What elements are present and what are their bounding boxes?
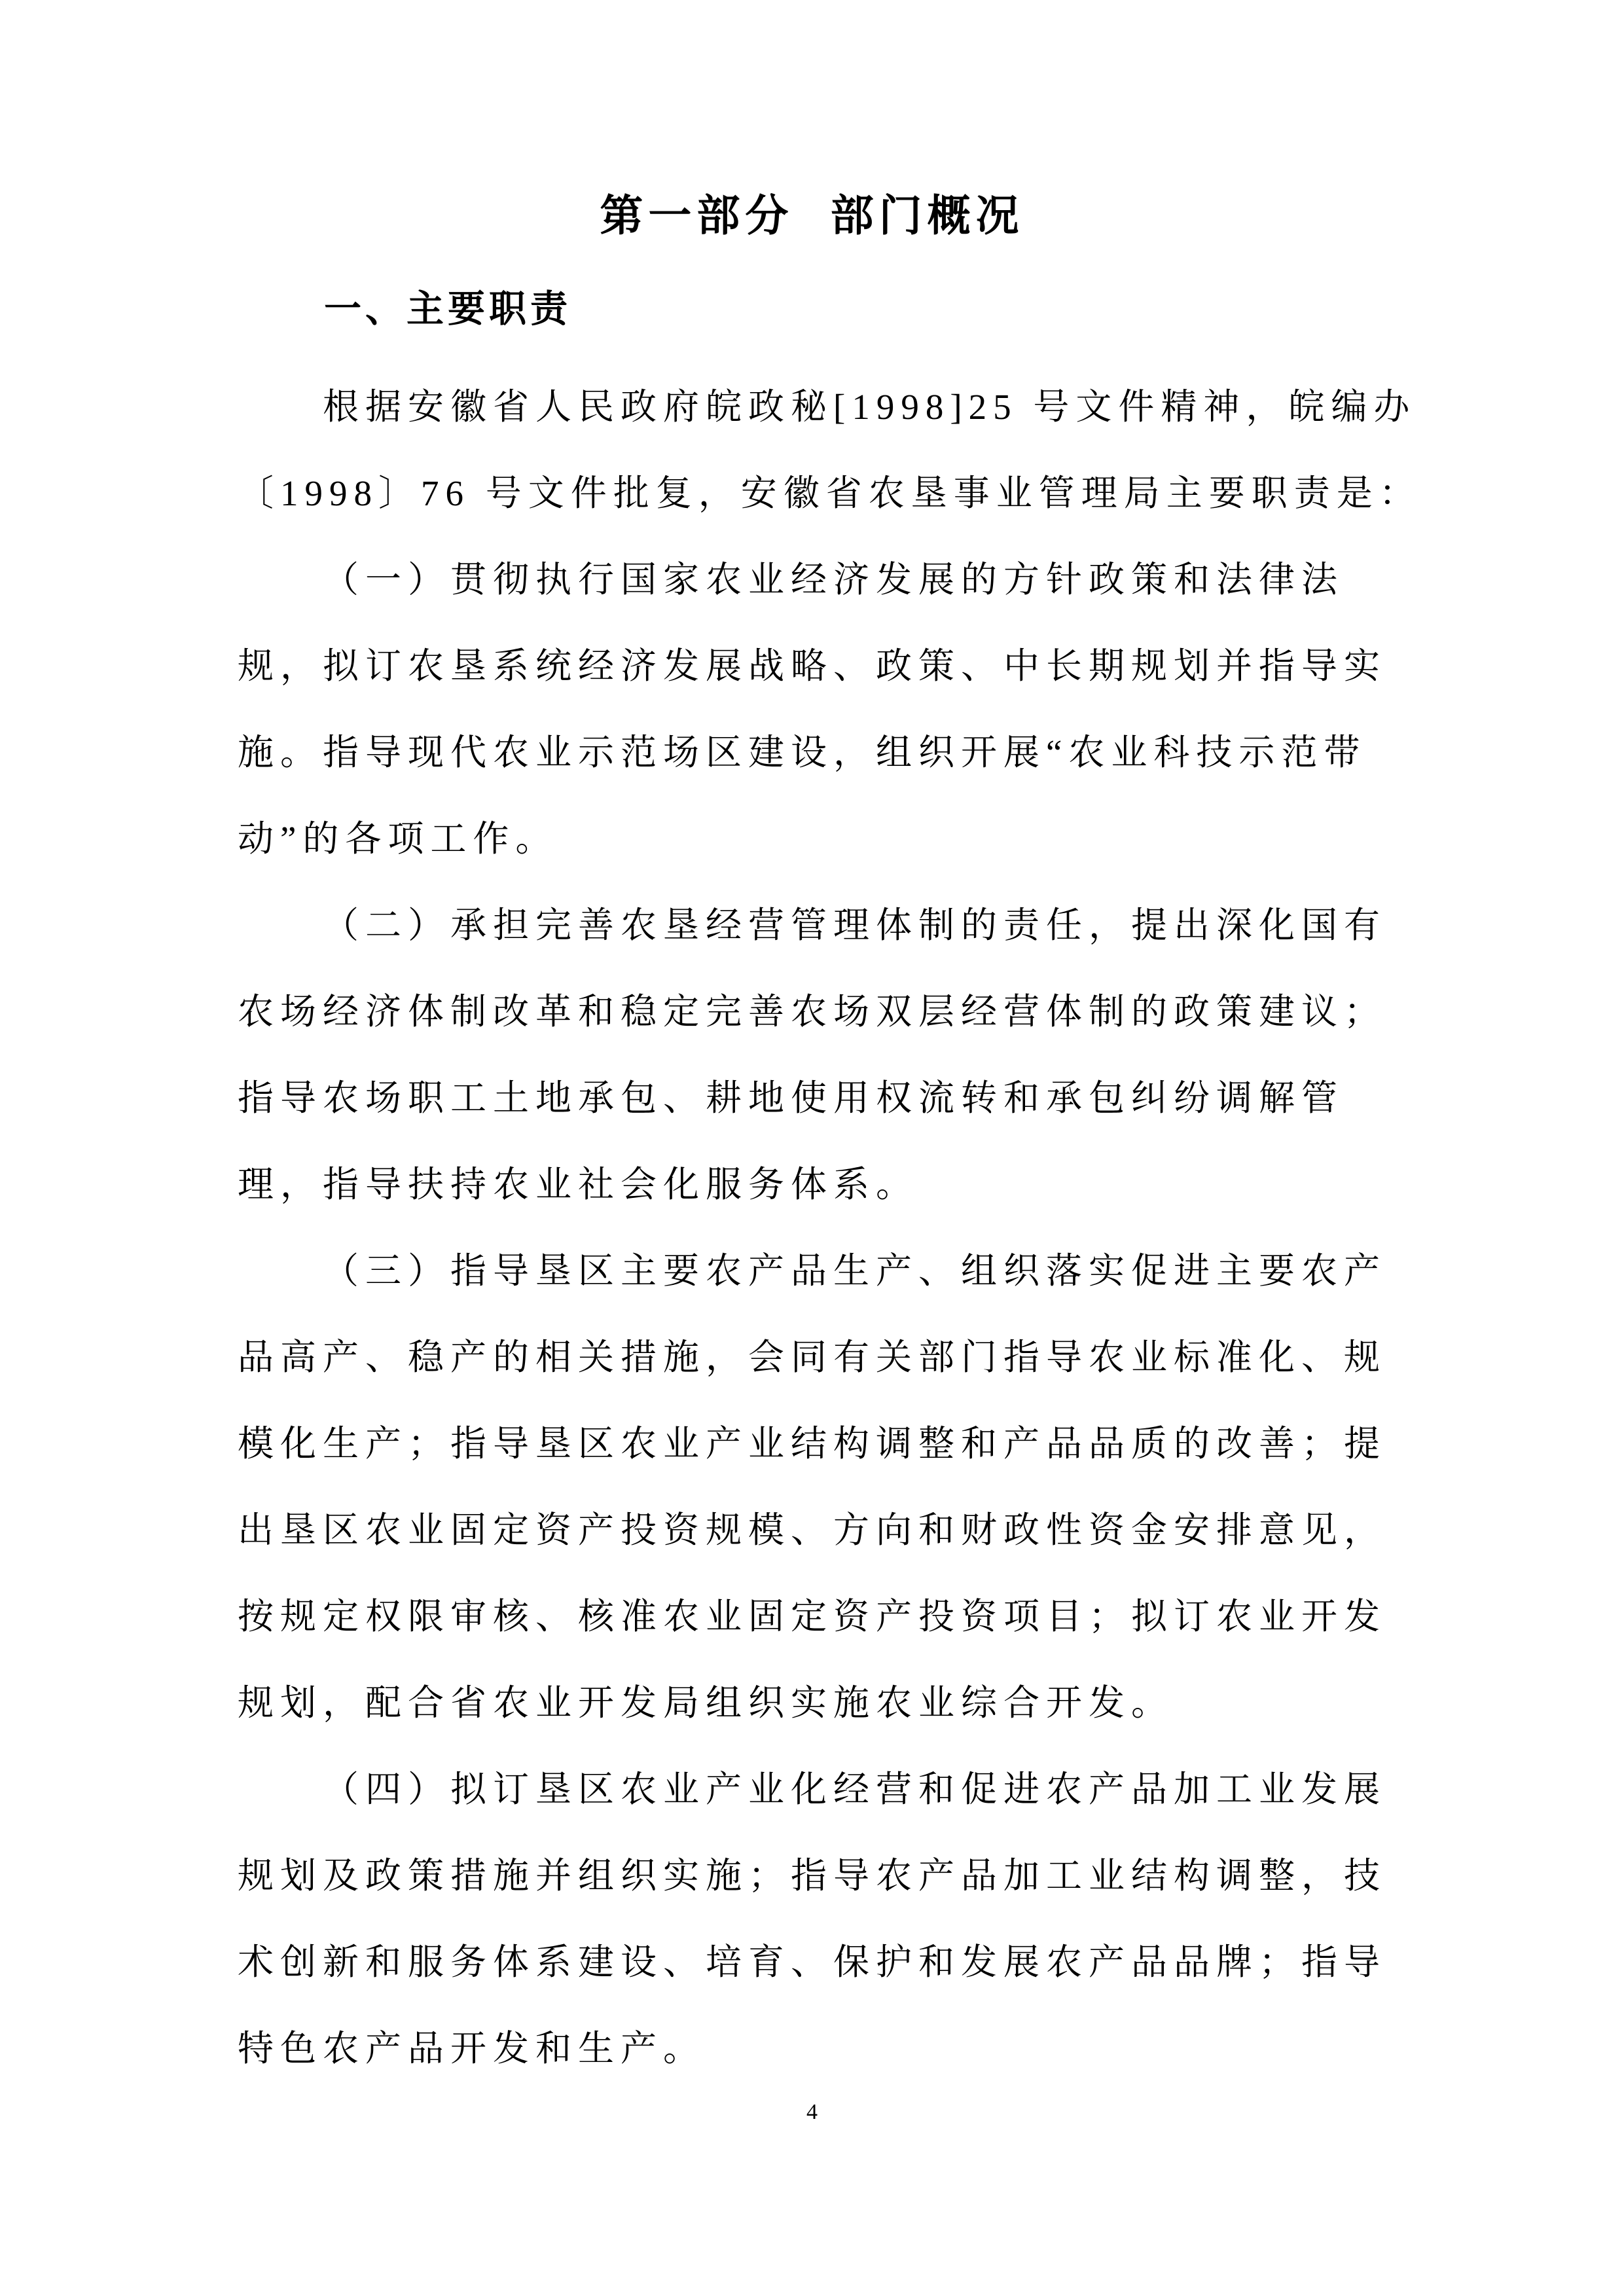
- page-number: 4: [806, 2100, 818, 2124]
- section-heading: 一、主要职责: [324, 288, 571, 330]
- paragraph-line: （一）贯彻执行国家农业经济发展的方针政策和法律法: [323, 560, 1344, 600]
- paragraph-line: 品高产、稳产的相关措施，会同有关部门指导农业标准化、规: [238, 1337, 1387, 1377]
- page-title: 第一部分 部门概况: [600, 191, 1024, 240]
- paragraph: [238, 1228, 1398, 1746]
- paragraph: [238, 1746, 1398, 2092]
- paragraph: [238, 882, 1398, 1228]
- paragraph-line: 特色农产品开发和生产。: [238, 2029, 706, 2069]
- document-body: [238, 364, 1422, 2092]
- paragraph-line: 规，拟订农垦系统经济发展战略、政策、中长期规划并指导实: [238, 646, 1387, 686]
- paragraph-line: 出垦区农业固定资产投资规模、方向和财政性资金安排意见，: [238, 1510, 1387, 1550]
- paragraph-line: 模化生产；指导垦区农业产业结构调整和产品品质的改善；提: [238, 1424, 1387, 1464]
- paragraph-line: 〔1998〕76 号文件批复，安徽省农垦事业管理局主要职责是：: [238, 473, 1422, 513]
- paragraph-line: 理，指导扶持农业社会化服务体系。: [238, 1165, 919, 1204]
- paragraph-line: 规划，配合省农业开发局组织实施农业综合开发。: [238, 1683, 1174, 1723]
- paragraph-line: 规划及政策措施并组织实施；指导农产品加工业结构调整，技: [238, 1856, 1387, 1896]
- paragraph: [238, 537, 1398, 882]
- paragraph-line: 术创新和服务体系建设、培育、保护和发展农产品品牌；指导: [238, 1942, 1387, 1982]
- paragraph-line: （二）承担完善农垦经营管理体制的责任，提出深化国有: [323, 905, 1387, 945]
- paragraph: [238, 364, 1422, 537]
- paragraph-line: 农场经济体制改革和稳定完善农场双层经营体制的政策建议；: [238, 992, 1387, 1032]
- paragraph-line: 施。指导现代农业示范场区建设，组织开展“农业科技示范带: [238, 732, 1367, 772]
- paragraph-line: 按规定权限审核、核准农业固定资产投资项目；拟订农业开发: [238, 1597, 1387, 1636]
- paragraph-line: （四）拟订垦区农业产业化经营和促进农产品加工业发展: [323, 1769, 1387, 1809]
- paragraph-line: 动”的各项工作。: [238, 819, 558, 859]
- paragraph-line: 根据安徽省人民政府皖政秘[1998]25 号文件精神，皖编办: [323, 387, 1416, 427]
- paragraph-line: 指导农场职工土地承包、耕地使用权流转和承包纠纷调解管: [238, 1078, 1344, 1118]
- paragraph-line: （三）指导垦区主要农产品生产、组织落实促进主要农产: [323, 1251, 1387, 1291]
